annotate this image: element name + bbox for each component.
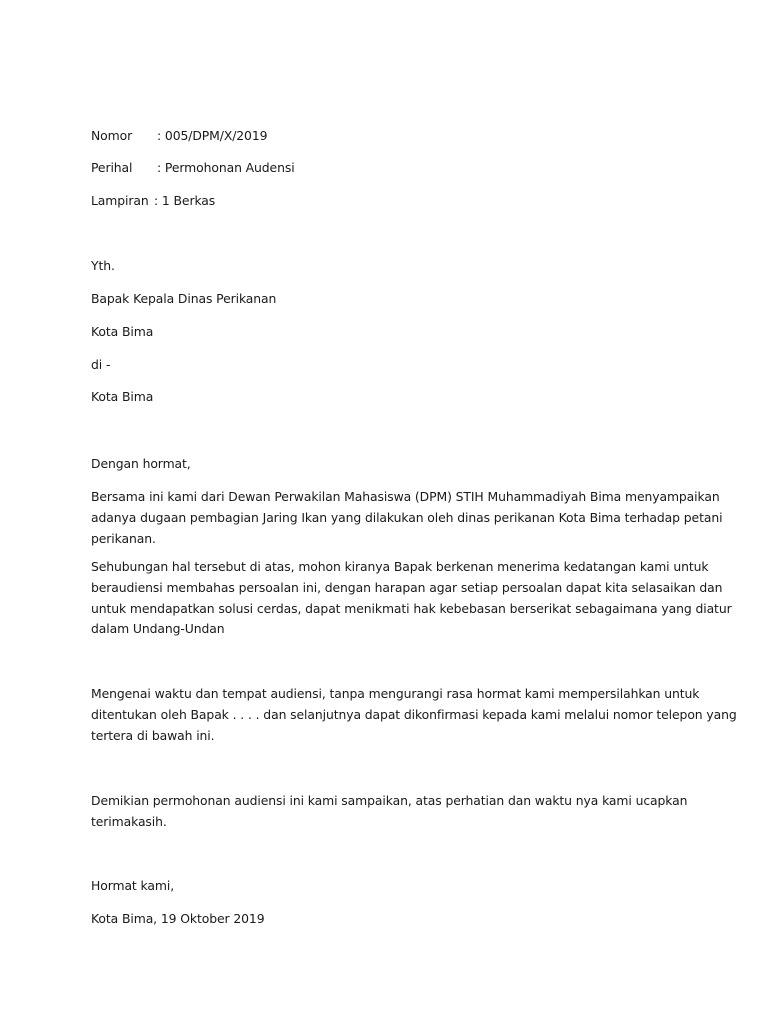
paragraph-4 bbox=[91, 791, 691, 833]
perihal-label: Perihal bbox=[91, 160, 133, 175]
paragraph-1-line: perikanan. bbox=[91, 530, 156, 546]
recipient-line-4: Kota Bima bbox=[91, 389, 154, 404]
paragraph-3 bbox=[91, 684, 737, 746]
paragraph-2-line: beraudiensi membahas persoalan ini, dengan harapan agar setiap persoalan dapat kita selasaikan dan bbox=[91, 579, 723, 595]
paragraph-3-line: ditentukan oleh Bapak . . . . dan selanjutnya dapat dikonfirmasi kepada kami melalui nomor telepon yang bbox=[91, 706, 737, 722]
lampiran-label: Lampiran bbox=[91, 193, 149, 208]
paragraph-2-line: dalam Undang-Undan bbox=[91, 621, 225, 637]
paragraph-1-line: Bersama ini kami dari Dewan Perwakilan Mahasiswa (DPM) STIH Muhammadiyah Bima menyampaikan bbox=[91, 489, 720, 504]
closing-place-date: Kota Bima, 19 Oktober 2019 bbox=[91, 911, 265, 926]
recipient-line-3: di - bbox=[91, 357, 111, 372]
paragraph-4-line: Demikian permohonan audiensi ini kami sampaikan, atas perhatian dan waktu nya kami ucapkan bbox=[91, 793, 688, 808]
closing-regards: Hormat kami, bbox=[91, 878, 175, 893]
paragraph-1 bbox=[91, 487, 723, 549]
paragraph-3-line: tertera di bawah ini. bbox=[91, 727, 215, 743]
paragraph-2-line: untuk mendapatkan solusi cerdas, dapat menikmati hak kebebasan berserikat sebagaimana yang diatur bbox=[91, 600, 732, 616]
paragraph-2-line: Sehubungan hal tersebut di atas, mohon kiranya Bapak berkenan menerima kedatangan kami untuk bbox=[91, 559, 709, 574]
paragraph-2 bbox=[91, 557, 732, 640]
perihal-value: : Permohonan Audensi bbox=[157, 160, 295, 175]
nomor-label: Nomor bbox=[91, 128, 133, 143]
paragraph-4-line: terimakasih. bbox=[91, 813, 167, 829]
recipient-line-1: Bapak Kepala Dinas Perikanan bbox=[91, 291, 277, 306]
paragraph-3-line: Mengenai waktu dan tempat audiensi, tanpa mengurangi rasa hormat kami mempersilahkan untuk bbox=[91, 686, 700, 701]
recipient-line-2: Kota Bima bbox=[91, 324, 154, 339]
lampiran-value: : 1 Berkas bbox=[154, 193, 216, 208]
paragraph-1-line: adanya dugaan pembagian Jaring Ikan yang dilakukan oleh dinas perikanan Kota Bima terhadap petani bbox=[91, 509, 723, 525]
greeting: Dengan hormat, bbox=[91, 456, 191, 471]
nomor-value: : 005/DPM/X/2019 bbox=[157, 128, 268, 143]
recipient-yth: Yth. bbox=[91, 258, 115, 273]
